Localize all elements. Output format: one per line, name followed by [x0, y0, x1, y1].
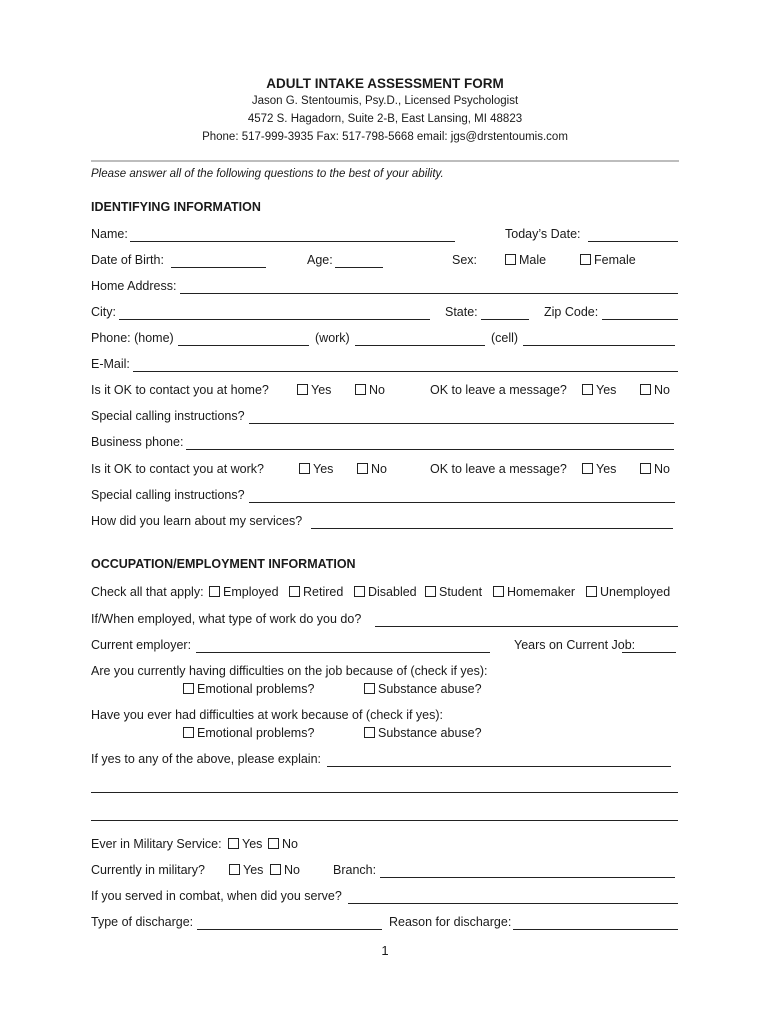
- header-divider: [91, 160, 679, 162]
- yes-label: Yes: [311, 383, 332, 397]
- provider-contact: Phone: 517-999-3935 Fax: 517-798-5668 email: jgs@drstentoumis.com: [202, 131, 568, 143]
- checkbox[interactable]: [183, 683, 194, 694]
- age-field[interactable]: [335, 267, 383, 268]
- contact-work-label: Is it OK to contact you at work?: [91, 462, 264, 476]
- checkbox[interactable]: [582, 384, 593, 395]
- status-label: Unemployed: [600, 585, 671, 599]
- leave-message-home-yes[interactable]: [582, 383, 616, 397]
- branch-label: Branch:: [333, 863, 377, 877]
- provider-name: Jason G. Stentoumis, Psy.D., Licensed Psychologist: [251, 95, 519, 107]
- status-disabled[interactable]: [354, 585, 417, 599]
- checkbox[interactable]: [425, 586, 436, 597]
- status-homemaker[interactable]: [493, 585, 575, 599]
- status-label: Retired: [303, 585, 344, 599]
- current-substance-option[interactable]: [364, 682, 482, 696]
- leave-message-work-label: OK to leave a message?: [430, 462, 567, 476]
- special-calling-work-field[interactable]: [249, 502, 675, 503]
- leave-message-home-no[interactable]: [640, 383, 670, 397]
- branch-field[interactable]: [380, 877, 675, 878]
- business-phone-label: Business phone:: [91, 435, 184, 449]
- yes-label: Yes: [596, 383, 617, 397]
- zip-field[interactable]: [602, 319, 678, 320]
- checkbox[interactable]: [183, 727, 194, 738]
- past-emotional-option[interactable]: [183, 726, 314, 740]
- dob-field[interactable]: [171, 267, 266, 268]
- city-label: City:: [91, 305, 116, 319]
- status-label: Homemaker: [507, 585, 576, 599]
- explain-field-line-2[interactable]: [91, 792, 678, 793]
- checkbox[interactable]: [493, 586, 504, 597]
- no-label: No: [371, 462, 387, 476]
- page-number: 1: [381, 943, 389, 958]
- leave-message-work-yes[interactable]: [582, 462, 616, 476]
- male-checkbox[interactable]: [505, 254, 516, 265]
- home-address-field[interactable]: [180, 293, 678, 294]
- checkbox[interactable]: [354, 586, 365, 597]
- instructions: Please answer all of the following questions to the best of your ability.: [91, 168, 444, 180]
- no-label: No: [369, 383, 385, 397]
- state-field[interactable]: [481, 319, 529, 320]
- status-label: Employed: [223, 585, 279, 599]
- checkbox[interactable]: [586, 586, 597, 597]
- no-label: No: [282, 837, 298, 851]
- leave-message-home-label: OK to leave a message?: [430, 383, 567, 397]
- learn-services-label: How did you learn about my services?: [91, 514, 303, 528]
- zip-label: Zip Code:: [544, 305, 599, 319]
- female-checkbox[interactable]: [580, 254, 591, 265]
- work-type-label: If/When employed, what type of work do you do?: [91, 612, 362, 626]
- contact-home-no[interactable]: [355, 383, 385, 397]
- phone-home-label: Phone: (home): [91, 331, 174, 345]
- phone-cell-label: (cell): [491, 331, 519, 345]
- special-calling-label: Special calling instructions?: [91, 488, 245, 502]
- substance-label: Substance abuse?: [378, 682, 482, 696]
- combat-label: If you served in combat, when did you serve?: [91, 889, 342, 903]
- phone-work-label: (work): [315, 331, 350, 345]
- contact-work-yes[interactable]: [299, 462, 333, 476]
- checkbox[interactable]: [228, 838, 239, 849]
- checkbox[interactable]: [229, 864, 240, 875]
- female-label: Female: [594, 253, 636, 267]
- employer-label: Current employer:: [91, 638, 192, 652]
- special-calling-label: Special calling instructions?: [91, 409, 245, 423]
- contact-home-label: Is it OK to contact you at home?: [91, 383, 269, 397]
- emotional-label: Emotional problems?: [197, 682, 315, 696]
- past-difficulties-label: Have you ever had difficulties at work because of (check if yes):: [91, 708, 444, 722]
- phone-home-field[interactable]: [178, 345, 309, 346]
- sex-female-option[interactable]: [580, 253, 636, 267]
- work-type-field[interactable]: [375, 626, 678, 627]
- todays-date-field[interactable]: [588, 241, 678, 242]
- military-service-label: Ever in Military Service:: [91, 837, 222, 851]
- no-label: No: [654, 383, 670, 397]
- phone-cell-field[interactable]: [523, 345, 675, 346]
- email-field[interactable]: [133, 371, 678, 372]
- checkbox[interactable]: [640, 463, 651, 474]
- explain-field[interactable]: [327, 766, 671, 767]
- checkbox[interactable]: [582, 463, 593, 474]
- checkbox[interactable]: [268, 838, 279, 849]
- emotional-label: Emotional problems?: [197, 726, 315, 740]
- no-label: No: [654, 462, 670, 476]
- phone-work-field[interactable]: [355, 345, 485, 346]
- years-job-label: Years on Current Job:: [514, 638, 636, 652]
- dob-label: Date of Birth:: [91, 253, 164, 267]
- status-employed[interactable]: [209, 585, 279, 599]
- checkbox[interactable]: [355, 384, 366, 395]
- no-label: No: [284, 863, 300, 877]
- currently-military-yes[interactable]: [229, 863, 263, 877]
- occupation-heading: OCCUPATION/EMPLOYMENT INFORMATION: [91, 557, 356, 571]
- yes-label: Yes: [243, 863, 264, 877]
- checkbox[interactable]: [299, 463, 310, 474]
- contact-work-no[interactable]: [357, 462, 387, 476]
- combat-field[interactable]: [348, 903, 678, 904]
- email-label: E-Mail:: [91, 357, 130, 371]
- home-address-label: Home Address:: [91, 279, 177, 293]
- age-label: Age:: [307, 253, 333, 267]
- city-field[interactable]: [119, 319, 430, 320]
- male-label: Male: [519, 253, 547, 267]
- todays-date-label: Today’s Date:: [505, 227, 581, 241]
- discharge-reason-field[interactable]: [513, 929, 678, 930]
- status-label: Disabled: [368, 585, 417, 599]
- status-retired[interactable]: [289, 585, 343, 599]
- checkbox[interactable]: [357, 463, 368, 474]
- yes-label: Yes: [596, 462, 617, 476]
- discharge-type-label: Type of discharge:: [91, 915, 194, 929]
- discharge-type-field[interactable]: [197, 929, 382, 930]
- check-all-label: Check all that apply:: [91, 585, 204, 599]
- checkbox[interactable]: [364, 683, 375, 694]
- status-label: Student: [439, 585, 483, 599]
- name-field[interactable]: [130, 241, 455, 242]
- identifying-heading: IDENTIFYING INFORMATION: [91, 200, 261, 214]
- currently-military-label: Currently in military?: [91, 863, 205, 877]
- military-service-no[interactable]: [268, 837, 298, 851]
- checkbox[interactable]: [289, 586, 300, 597]
- military-service-yes[interactable]: [228, 837, 262, 851]
- years-job-field[interactable]: [622, 652, 676, 653]
- form-title: ADULT INTAKE ASSESSMENT FORM: [266, 76, 504, 91]
- past-substance-option[interactable]: [364, 726, 482, 740]
- status-student[interactable]: [425, 585, 482, 599]
- leave-message-work-no[interactable]: [640, 462, 670, 476]
- status-unemployed[interactable]: [586, 585, 670, 599]
- currently-military-no[interactable]: [270, 863, 300, 877]
- special-calling-home-field[interactable]: [249, 423, 674, 424]
- checkbox[interactable]: [270, 864, 281, 875]
- sex-male-option[interactable]: [505, 253, 546, 267]
- yes-label: Yes: [313, 462, 334, 476]
- name-label: Name:: [91, 227, 128, 241]
- state-label: State:: [445, 305, 478, 319]
- explain-field-line-3[interactable]: [91, 820, 678, 821]
- discharge-reason-label: Reason for discharge:: [389, 915, 512, 929]
- provider-address: 4572 S. Hagadorn, Suite 2-B, East Lansing, MI 48823: [247, 113, 523, 125]
- contact-home-yes[interactable]: [297, 383, 331, 397]
- explain-label: If yes to any of the above, please explain:: [91, 752, 322, 766]
- current-difficulties-label: Are you currently having difficulties on the job because of (check if yes):: [91, 664, 488, 678]
- checkbox[interactable]: [364, 727, 375, 738]
- learn-services-field[interactable]: [311, 528, 673, 529]
- checkbox[interactable]: [640, 384, 651, 395]
- business-phone-field[interactable]: [186, 449, 674, 450]
- checkbox[interactable]: [209, 586, 220, 597]
- employer-field[interactable]: [196, 652, 490, 653]
- substance-label: Substance abuse?: [378, 726, 482, 740]
- yes-label: Yes: [242, 837, 263, 851]
- current-emotional-option[interactable]: [183, 682, 314, 696]
- sex-label: Sex:: [452, 253, 478, 267]
- checkbox[interactable]: [297, 384, 308, 395]
